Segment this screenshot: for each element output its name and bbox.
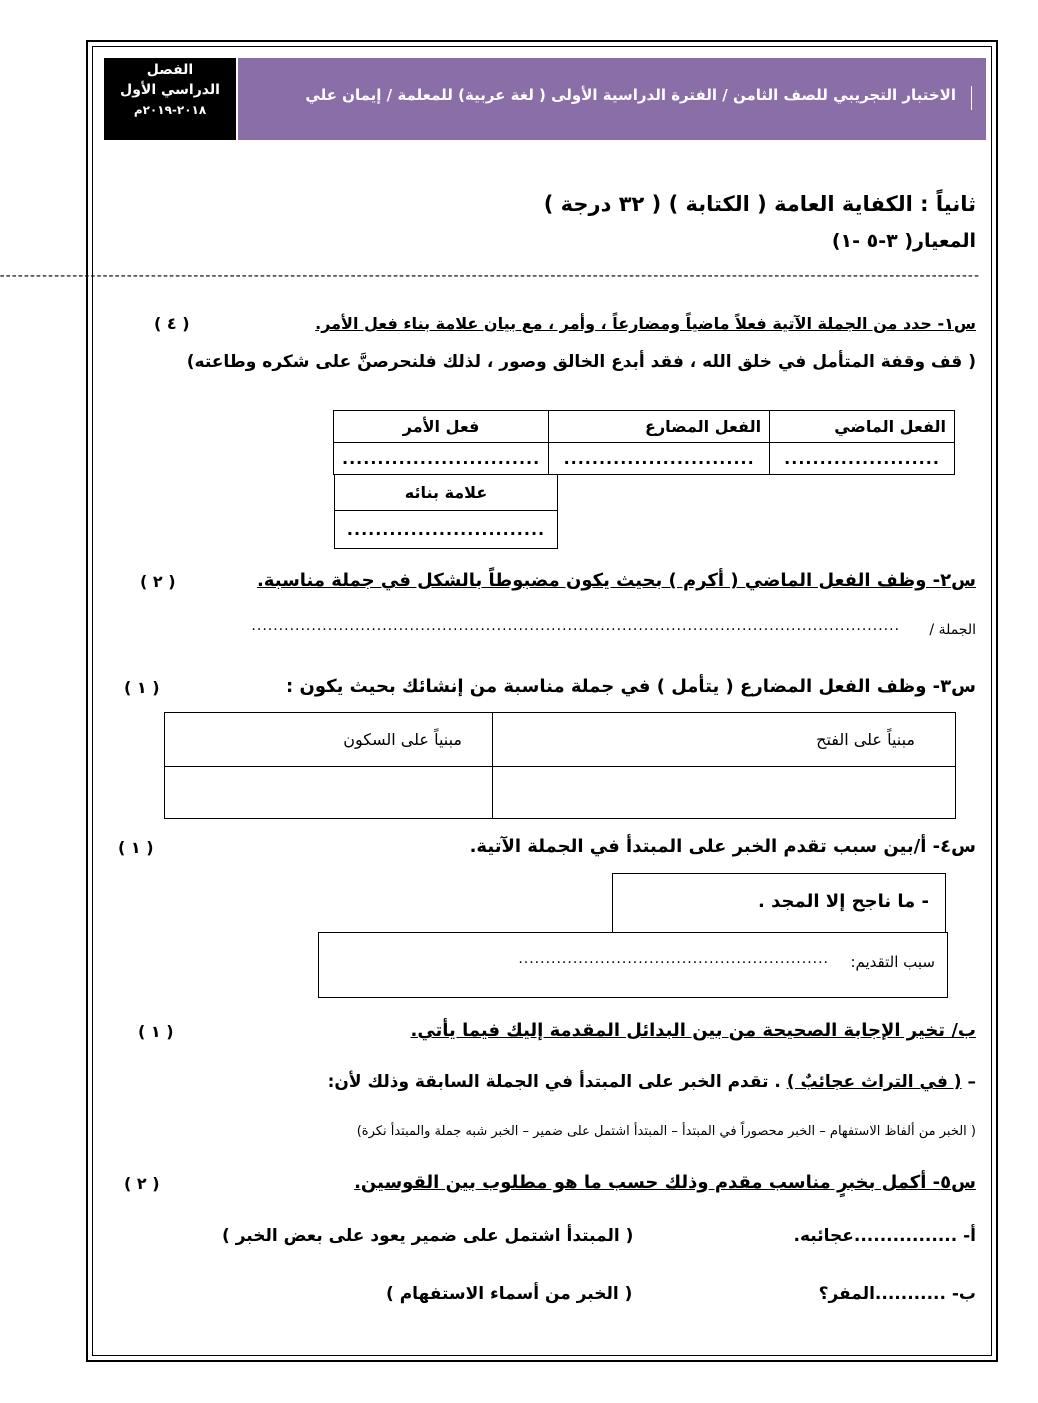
q2-label: الجملة / bbox=[929, 622, 976, 638]
q4b-statement bbox=[328, 1072, 976, 1092]
blank-present[interactable]: ........................... bbox=[549, 443, 770, 475]
term-badge bbox=[104, 58, 236, 140]
example-sentence: - ما ناجح إلا المجد . bbox=[758, 891, 929, 912]
q4b-choices[interactable]: ( الخبر من ألفاظ الاستفهام – الخبر محصوراً في المبتدأ – المبتدأ اشتمل على ضمير – الخبر شبه جملة والمبتدأ نكرة) bbox=[356, 1124, 976, 1139]
col-present: الفعل المضارع bbox=[549, 411, 770, 443]
opt-sukun: مبنياً على السكون bbox=[165, 713, 493, 767]
q2-marks: ( ٢ ) bbox=[140, 572, 176, 591]
q4a-prompt: س٤- أ/بين سبب تقدم الخبر على المبتدأ في الجملة الآتية. bbox=[469, 836, 976, 857]
q5-item-b[interactable]: ب- ...........المفر؟ bbox=[818, 1284, 976, 1304]
term-line2: الدراسي الأول bbox=[120, 82, 220, 98]
q3-table bbox=[164, 712, 956, 819]
exam-title: الاختبار التجريبي للصف الثامن / الفترة الدراسية الأولى ( لغة عربية) للمعلمة / إيمان علي bbox=[305, 86, 956, 104]
reason-blank[interactable]: ......................................................... bbox=[518, 951, 829, 967]
header-separator bbox=[971, 86, 972, 110]
q1-verbs-table bbox=[333, 410, 955, 475]
blank-build-sign[interactable]: ............................ bbox=[335, 511, 558, 549]
term-line1: الفصل bbox=[146, 62, 194, 78]
reason-label: سبب التقديم: bbox=[850, 953, 935, 971]
q2-answer-blank[interactable]: ....................................................................................................................... bbox=[251, 618, 900, 634]
q3-marks: ( ١ ) bbox=[124, 678, 160, 697]
q5-marks: ( ٢ ) bbox=[124, 1174, 160, 1193]
header-band bbox=[238, 58, 986, 140]
opt-fath: مبنياً على الفتح bbox=[493, 713, 956, 767]
col-build-sign: علامة بنائه bbox=[335, 475, 558, 511]
answer-fath[interactable] bbox=[493, 767, 956, 819]
col-imperative: فعل الأمر bbox=[334, 411, 549, 443]
statement-dash: – bbox=[967, 1072, 976, 1092]
q3-prompt: س٣- وظف الفعل المضارع ( يتأمل ) في جملة مناسبة من إنشائك بحيث يكون : bbox=[285, 676, 976, 697]
q4a-marks: ( ١ ) bbox=[118, 838, 154, 857]
q5-hint-a: ( المبتدأ اشتمل على ضمير يعود على بعض الخبر ) bbox=[222, 1226, 634, 1246]
statement-phrase: ( في التراث عجائبٌ ) bbox=[786, 1072, 962, 1092]
standard-label: المعيار( ٣-٥ -١) bbox=[831, 230, 976, 252]
blank-imperative[interactable]: ............................ bbox=[334, 443, 549, 475]
q1-marks: ( ٤ ) bbox=[154, 314, 190, 333]
q1-sentence: ( قف وقفة المتأمل في خلق الله ، فقد أبدع الخالق وصور ، لذلك فلنحرصنَّ على شكره وطاعته) bbox=[186, 352, 976, 372]
example-box bbox=[612, 873, 946, 933]
blank-past[interactable]: ...................... bbox=[770, 443, 955, 475]
term-year: ٢٠١٨-٢٠١٩م bbox=[133, 103, 207, 117]
q5-prompt: س٥- أكمل بخبرٍ مناسب مقدم وذلك حسب ما هو مطلوب بين القوسين. bbox=[354, 1172, 976, 1193]
answer-sukun[interactable] bbox=[165, 767, 493, 819]
q1-prompt: س١- حدد من الجملة الآتية فعلاً ماضياً ومضارعاً ، وأمر ، مع بيان علامة بناء فعل الأمر. bbox=[315, 314, 976, 333]
section-separator: ------------------------------------------------------------------------------------------------------------------------------------------------------------------ bbox=[0, 268, 980, 284]
q1-sign-table bbox=[334, 474, 558, 549]
reason-box[interactable] bbox=[318, 932, 948, 998]
q4b-marks: ( ١ ) bbox=[138, 1022, 174, 1041]
q5-item-a[interactable]: أ- ................عجائبه. bbox=[793, 1226, 976, 1246]
q4b-prompt: ب/ تخير الإجابة الصحيحة من بين البدائل المقدمة إليك فيما يأتي. bbox=[410, 1020, 976, 1041]
q5-hint-b: ( الخبر من أسماء الاستفهام ) bbox=[386, 1284, 633, 1304]
col-past: الفعل الماضي bbox=[770, 411, 955, 443]
statement-rest: . تقدم الخبر على المبتدأ في الجملة السابقة وذلك لأن: bbox=[327, 1072, 781, 1092]
section-title: ثانياً : الكفاية العامة ( الكتابة ) ( ٣٢ درجة ) bbox=[543, 192, 976, 216]
q2-prompt: س٢- وظف الفعل الماضي ( أكرم ) بحيث يكون مضبوطاً بالشكل في جملة مناسبة. bbox=[256, 570, 976, 591]
